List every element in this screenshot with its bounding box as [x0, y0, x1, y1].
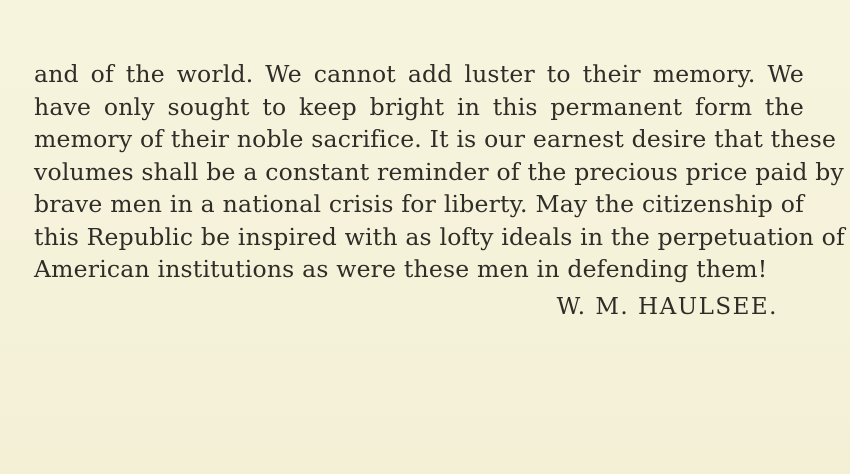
paragraph-line-6: this Republic be inspired with as lofty ideals in the perpetuation of	[34, 222, 845, 251]
author-signature: W. M. HAULSEE.	[556, 294, 778, 320]
paragraph-line-3: memory of their noble sacrifice. It is our earnest desire that these	[34, 125, 837, 153]
body-paragraph	[34, 58, 845, 286]
paragraph-line-1: and of the world. We cannot add luster to their memory. We	[34, 60, 804, 88]
paragraph-line-4: volumes shall be a constant reminder of the precious price paid by	[34, 157, 845, 186]
paragraph-line-7: American institutions as were these men in defending them!	[34, 255, 768, 283]
paragraph-line-2: have only sought to keep bright in this permanent form the	[34, 92, 804, 121]
paragraph-line-5: brave men in a national crisis for liberty. May the citizenship of	[34, 190, 804, 218]
